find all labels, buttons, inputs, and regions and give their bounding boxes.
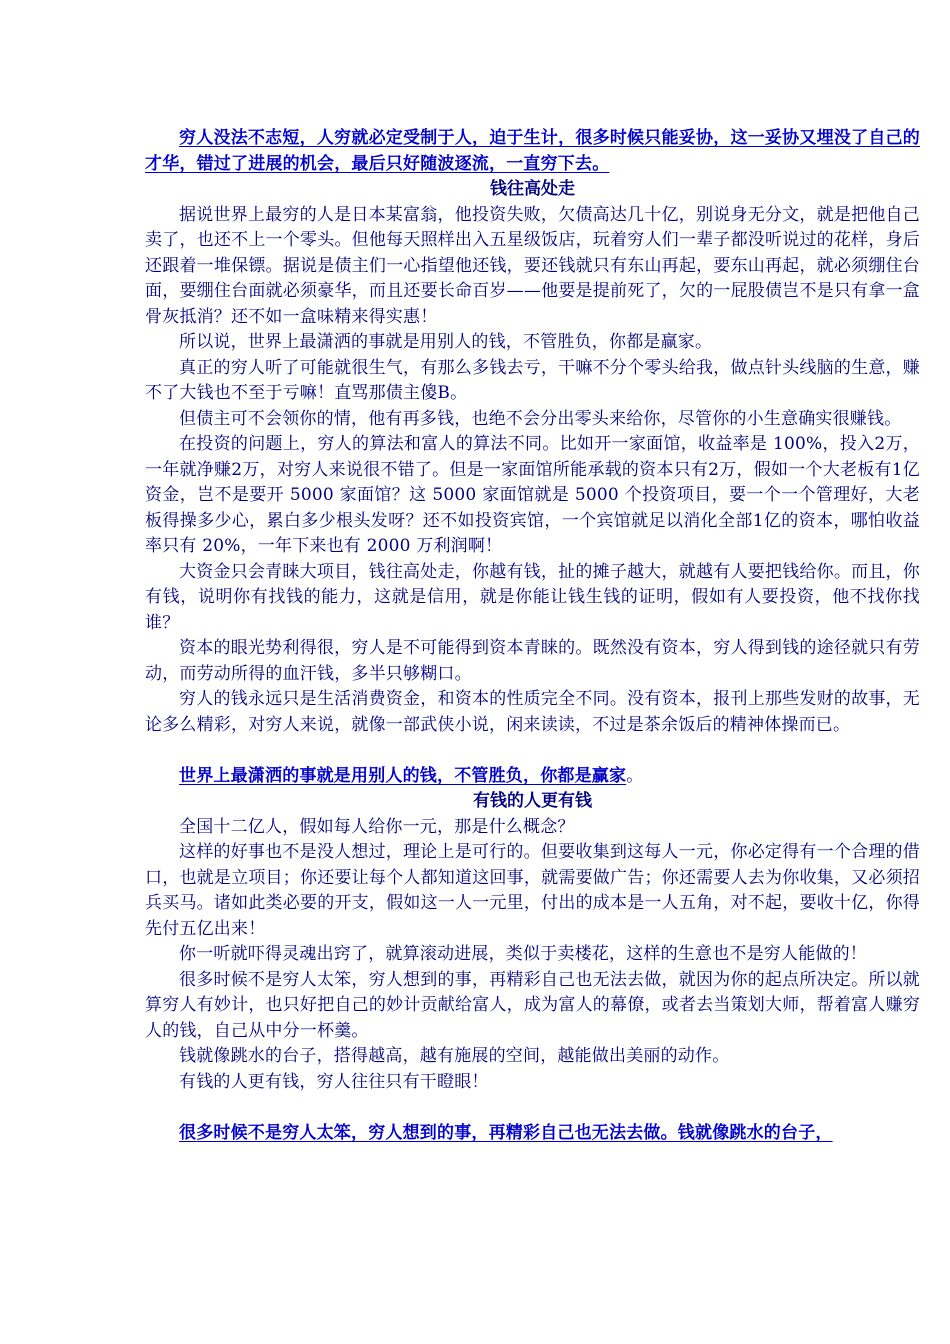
spacer [145, 1095, 920, 1121]
paragraph: 大资金只会青睐大项目，钱往高处走，你越有钱，扯的摊子越大，就越有人要把钱给你。而且，你有钱，说明你有找钱的能力，这就是信用，就是你能让钱生钱的证明，假如有人要投资，他不找你找谁？ [145, 561, 920, 633]
callout-quote-2-text: 世界上最潇洒的事就是用别人的钱，不管胜负，你都是赢家 [179, 765, 627, 786]
callout-quote-3 [145, 1121, 920, 1147]
paragraph: 钱就像跳水的台子，搭得越高，越有施展的空间，越能做出美丽的动作。 [179, 1046, 730, 1066]
callout-quote-2 [145, 764, 920, 790]
callout-quote-3-text: 很多时候不是穷人太笨，穷人想到的事，再精彩自己也无法去做。钱就像跳水的台子， [179, 1122, 833, 1143]
paragraph: 真正的穷人听了可能就很生气，有那么多钱去亏，干嘛不分个零头给我，做点针头线脑的生意，赚不了大钱也不至于亏嘛！直骂那债主傻B。 [145, 357, 920, 403]
paragraph: 穷人的钱永远只是生活消费资金，和资本的性质完全不同。没有资本，报刊上那些发财的故事，无论多么精彩，对穷人来说，就像一部武侠小说，闲来读读，不过是茶余饭后的精神体操而已。 [145, 689, 920, 735]
spacer [145, 738, 920, 764]
paragraph: 资本的眼光势利得很，穷人是不可能得到资本青睐的。既然没有资本，穷人得到钱的途径就只有劳动，而劳动所得的血汗钱，多半只够糊口。 [145, 638, 920, 684]
paragraph: 据说世界上最穷的人是日本某富翁，他投资失败，欠债高达几十亿，别说身无分文，就是把他自己卖了，也还不上一个零头。但他每天照样出入五星级饭店，玩着穷人们一辈子都没听说过的花样，身后还跟着一堆保镖。据说是债主们一心指望他还钱，要还钱就只有东山再起，要东山再起，就必须绷住台面，要绷住台面就必须豪华，而且还要长命百岁——他要是提前死了，欠的一屁股债岂不是只有拿一盒骨灰抵消？还不如一盒味精来得实惠！ [145, 204, 920, 327]
paragraph: 但债主可不会领你的情，他有再多钱，也绝不会分出零头来给你，尽管你的小生意确实很赚钱。 [179, 408, 902, 429]
paragraph: 这样的好事也不是没人想过，理论上是可行的。但要收集到这每人一元，你必定得有一个合理的借口，也就是立项目；你还要让每个人都知道这回事，就需要做广告；你还需要人去为你收集，又必须招兵买马。诸如此类必要的开支，假如这一人一元里，付出的成本是一人五角，对不起，要收十亿，你得先付五亿出来！ [145, 842, 920, 939]
callout-quote-2-tail: 。 [626, 765, 644, 786]
paragraph: 有钱的人更有钱，穷人往往只有干瞪眼！ [179, 1071, 489, 1092]
paragraph: 所以说，世界上最潇洒的事就是用别人的钱，不管胜负，你都是赢家。 [179, 332, 713, 352]
section-heading-1: 钱往高处走 [490, 179, 575, 199]
paragraph: 全国十二亿人，假如每人给你一元，那是什么概念？ [179, 816, 575, 837]
paragraph: 很多时候不是穷人太笨，穷人想到的事，再精彩自己也无法去做，就因为你的起点所决定。所以就算穷人有妙计，也只好把自己的妙计贡献给富人，成为富人的幕僚，或者去当策划大师，帮着富人赚穷人的钱，自己从中分一杯羹。 [145, 969, 920, 1041]
section-heading-2: 有钱的人更有钱 [473, 791, 592, 811]
document-body [145, 126, 920, 1146]
callout-quote-1 [145, 126, 920, 177]
callout-quote-1-text: 穷人没法不志短，人穷就必定受制于人，迫于生计，很多时候只能妥协，这一妥协又埋没了自己的才华，错过了进展的机会，最后只好随波逐流，一直穷下去。 [145, 128, 920, 174]
paragraph: 你一听就吓得灵魂出窍了，就算滚动进展，类似于卖楼花，这样的生意也不是穷人能做的！ [179, 944, 867, 964]
paragraph: 在投资的问题上，穷人的算法和富人的算法不同。比如开一家面馆，收益率是 100%，投入2万，一年就净赚2万，对穷人来说很不错了。但是一家面馆所能承载的资本只有2万，假如一个大老板有1亿资金，岂不是要开 5000 家面馆？这 5000 家面馆就是 5000 个投资项目，要一个一个管理好，大老板得操多少心，累白多少根头发呀？还不如投资宾馆，一个宾馆就足以消化全部1亿的资本，哪怕收益率只有 20%，一年下来也有 2000 万利润啊！ [145, 434, 920, 556]
